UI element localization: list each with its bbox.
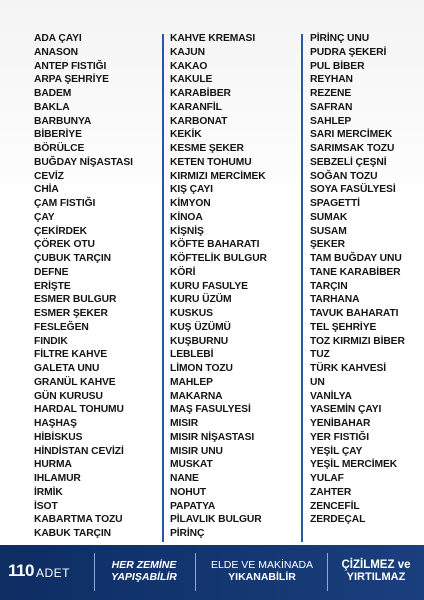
column-divider-2	[301, 34, 303, 542]
spice-label: CHİA	[34, 184, 59, 196]
banner-divider	[327, 553, 328, 591]
spice-label: TARHANA	[310, 294, 360, 306]
spice-label: SAFRAN	[310, 101, 353, 113]
spice-label: HİBİSKUS	[34, 431, 83, 443]
spice-label: SARIMSAK TOZU	[310, 143, 395, 154]
feature-durable-line2: YIRTILMAZ	[346, 571, 406, 583]
spice-label: DEFNE	[34, 266, 69, 278]
spice-label: GÜN KURUSU	[34, 390, 103, 402]
spice-label: ÇAM FISTIĞI	[34, 198, 96, 209]
spice-label: SEBZELİ ÇEŞNİ	[310, 156, 387, 168]
spice-label: TAM BUĞDAY UNU	[310, 253, 402, 264]
spice-label: HAŞHAŞ	[34, 418, 77, 429]
feature-washable-line1: ELDE VE MAKİNADA	[210, 559, 314, 571]
spice-label: YEŞİL ÇAY	[310, 445, 363, 457]
spice-label: ÇAY	[34, 211, 55, 223]
spice-label: MAKARNA	[170, 390, 223, 402]
spice-label: LEBLEBİ	[170, 349, 214, 361]
spice-label: MAŞ FASULYESİ	[170, 404, 251, 416]
spice-label: SPAGETTİ	[310, 198, 360, 209]
spice-label: ÇÖREK OTU	[34, 239, 95, 251]
spice-label: VANİLYA	[310, 390, 352, 402]
spice-label: KARABİBER	[170, 88, 231, 99]
column-divider-1	[162, 34, 164, 542]
spice-label: KAHVE KREMASI	[170, 33, 256, 44]
spice-label: PAPATYA	[170, 500, 216, 512]
spice-label: GRANÜL KAHVE	[34, 376, 116, 388]
spice-label: SAHLEP	[310, 115, 352, 127]
spice-label: KURU ÜZÜM	[170, 294, 232, 306]
spice-label: FİLTRE KAHVE	[34, 349, 107, 361]
spice-label: KETEN TOHUMU	[170, 156, 252, 168]
spice-label: ESMER BULGUR	[34, 294, 117, 306]
spice-label: MISIR UNU	[170, 445, 223, 457]
spice-label: KİŞNİŞ	[170, 225, 204, 237]
spice-label: KİMYON	[170, 198, 211, 209]
spice-label: MISIR NİŞASTASI	[170, 431, 255, 443]
spice-label: SARI MERCİMEK	[310, 129, 393, 141]
spice-label: TUZ	[310, 349, 330, 361]
spice-label: ARPA ŞEHRİYE	[34, 74, 109, 86]
count-unit: ADET	[35, 565, 70, 580]
spice-label: TARÇIN	[310, 280, 348, 292]
feature-durable	[330, 551, 422, 591]
spice-label: ZAHTER	[310, 486, 352, 498]
spice-label: KABARTMA TOZU	[34, 514, 123, 526]
spice-label: SOYA FASÜLYESİ	[310, 184, 396, 196]
spice-label: MISIR	[170, 418, 199, 429]
feature-adhesive-line2: YAPIŞABİLİR	[111, 571, 177, 583]
feature-washable-line2: YIKANABİLİR	[228, 571, 296, 583]
spice-label: BADEM	[34, 88, 72, 99]
spice-label: ZERDEÇAL	[310, 514, 366, 526]
spice-label: KUŞ ÜZÜMÜ	[170, 321, 231, 333]
spice-label: ÇEKİRDEK	[34, 225, 87, 237]
spice-label: HİNDİSTAN CEVİZİ	[34, 445, 124, 457]
count-badge	[8, 557, 70, 585]
spice-label: NOHUT	[170, 486, 207, 498]
spice-label: UN	[310, 376, 325, 388]
spice-label: MUSKAT	[170, 459, 213, 471]
spice-label: KİNOA	[170, 211, 203, 223]
spice-label: KIŞ ÇAYI	[170, 184, 213, 196]
spice-label: ESMER ŞEKER	[34, 308, 108, 319]
spice-label: ŞEKER	[310, 239, 345, 251]
spice-label: ÇUBUK TARÇIN	[34, 253, 111, 264]
spice-label: BUĞDAY NİŞASTASI	[34, 156, 133, 168]
spice-label: KUSKUS	[170, 308, 213, 319]
spice-label: BARBUNYA	[34, 115, 92, 127]
spice-label: TEL ŞEHRİYE	[310, 321, 377, 333]
feature-adhesive	[96, 551, 192, 591]
label-column-1	[34, 32, 133, 541]
spice-label: İSOT	[34, 500, 58, 512]
spice-label: KARANFİL	[170, 101, 222, 113]
spice-label: KABUK TARÇIN	[34, 528, 111, 539]
spice-label: CEVİZ	[34, 170, 64, 182]
spice-label: BÖRÜLCE	[34, 143, 85, 154]
spice-label: ANTEP FISTIĞI	[34, 60, 107, 72]
spice-label: LİMON TOZU	[170, 363, 233, 374]
spice-label: MAHLEP	[170, 376, 213, 388]
spice-label: KEKİK	[170, 129, 202, 141]
count-number: 110	[8, 561, 34, 580]
feature-durable-line1: ÇİZİLMEZ ve	[341, 559, 411, 571]
spice-label: BAKLA	[34, 101, 70, 113]
label-column-3	[310, 32, 405, 527]
feature-adhesive-line1: HER ZEMİNE	[111, 559, 177, 571]
spice-label: REYHAN	[310, 74, 353, 86]
spice-label: YEŞİL MERCİMEK	[310, 459, 398, 471]
spice-label: SUSAM	[310, 225, 347, 237]
feature-banner	[0, 545, 424, 600]
spice-label: YENİBAHAR	[310, 418, 371, 429]
label-column-2	[170, 32, 267, 541]
spice-label: KAJUN	[170, 46, 205, 58]
spice-label: HARDAL TOHUMU	[34, 404, 124, 416]
spice-label: ZENCEFİL	[310, 500, 360, 512]
spice-label: TANE KARABİBER	[310, 266, 401, 278]
spice-label: KÖFTE BAHARATI	[170, 239, 260, 251]
feature-washable	[198, 551, 326, 591]
spice-label: KÖRİ	[170, 266, 196, 278]
spice-label: ERİŞTE	[34, 280, 71, 292]
spice-label: REZENE	[310, 88, 352, 99]
banner-divider	[195, 553, 196, 591]
spice-label: KURU FASULYE	[170, 280, 248, 292]
spice-label: KARBONAT	[170, 115, 228, 127]
spice-label: PUDRA ŞEKERİ	[310, 46, 387, 58]
spice-label: FINDIK	[34, 335, 68, 347]
spice-label: KÖFTELİK BULGUR	[170, 253, 267, 264]
spice-label: YASEMİN ÇAYI	[310, 404, 382, 416]
spice-label: YULAF	[310, 473, 344, 484]
spice-label: KUŞBURNU	[170, 335, 229, 347]
spice-label: SOĞAN TOZU	[310, 170, 378, 182]
spice-label: ADA ÇAYI	[34, 33, 82, 44]
spice-label: KESME ŞEKER	[170, 143, 244, 154]
spice-label: YER FISTIĞI	[310, 431, 369, 443]
spice-label: IHLAMUR	[34, 473, 81, 484]
spice-label: KAKULE	[170, 74, 213, 86]
spice-label: ANASON	[34, 46, 79, 58]
spice-label: KAKAO	[170, 60, 208, 72]
spice-label: TÜRK KAHVESİ	[310, 363, 387, 374]
spice-label: İRMİK	[34, 486, 63, 498]
spice-label: TOZ KIRMIZI BİBER	[310, 335, 405, 347]
spice-label: SUMAK	[310, 211, 348, 223]
spice-label: HURMA	[34, 459, 72, 471]
spice-label: GALETA UNU	[34, 363, 100, 374]
spice-label: PİRİNÇ	[170, 528, 205, 539]
spice-label: TAVUK BAHARATI	[310, 308, 399, 319]
spice-label: NANE	[170, 473, 199, 484]
spice-label: KIRMIZI MERCİMEK	[170, 170, 266, 182]
spice-label: FESLEĞEN	[34, 321, 89, 333]
spice-label: PUL BİBER	[310, 60, 365, 72]
spice-label: BİBERİYE	[34, 129, 82, 141]
spice-label: PİRİNÇ UNU	[310, 33, 370, 44]
spice-label: PİLAVLIK BULGUR	[170, 514, 262, 526]
banner-divider	[94, 553, 95, 591]
